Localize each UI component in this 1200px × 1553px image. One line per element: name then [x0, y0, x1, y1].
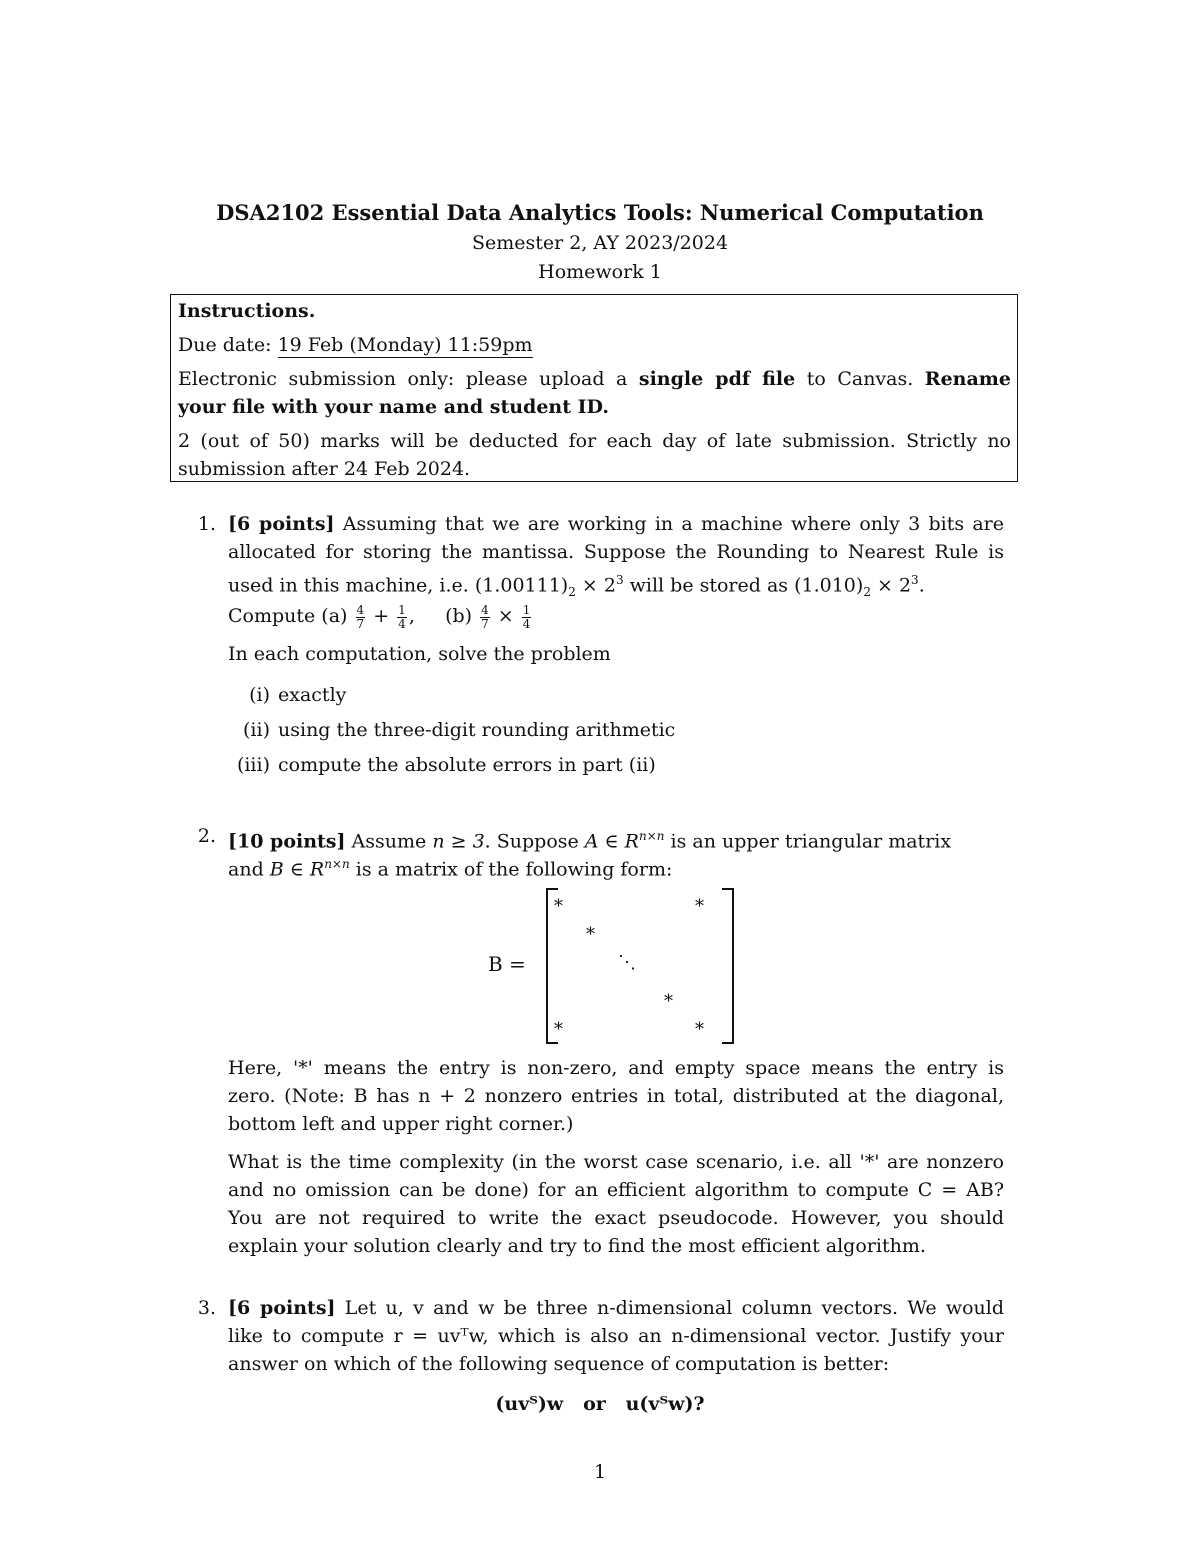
- q2-para1-line: Here, '*' means the entry is non-zero, and empty space means the entry is: [228, 1057, 1004, 1079]
- matrix-entry: *: [586, 924, 595, 945]
- matrix-label: B =: [488, 952, 526, 976]
- question-1-line-3: used in this machine, i.e. $(1.00111)_2 \times 2^3$ will be stored as $(1.010)_2 \times 2^3$.: [228, 573, 925, 600]
- q2-para2-line: You are not required to write the exact pseudocode. However, you should: [228, 1207, 1004, 1229]
- matrix-ddots: ⋱: [618, 952, 636, 973]
- submission-line-1: Electronic submission only: please upload a single pdf file to Canvas. Rename: [178, 368, 1011, 390]
- question-1-compute: Compute (a) $\frac{4}{7}$ + $\frac{1}{4}$ , (b) $\frac{4}{7}$ × $\frac{1}{4}$: [228, 602, 531, 631]
- page-number: 1: [593, 1461, 607, 1483]
- question-3-number: 3.: [197, 1297, 216, 1319]
- semester-line: Semester 2, AY 2023/2024: [471, 232, 729, 254]
- late-policy-line-1: 2 (out of 50) marks will be deducted for each day of late submission. Strictly no: [178, 430, 1011, 452]
- question-3-line-2: like to compute r = uvᵀw, which is also an n-dimensional vector. Justify your: [228, 1325, 1004, 1347]
- q2-para1-line: zero. (Note: B has n + 2 nonzero entries in total, distributed at the diagonal,: [228, 1085, 1004, 1107]
- due-date-value: 19 Feb (Monday) 11:59pm: [277, 334, 533, 356]
- matrix-entry: *: [554, 1019, 563, 1040]
- q2-para2-line: and no omission can be done) for an efficient algorithm to compute C = AB?: [228, 1179, 1004, 1201]
- question-1-number: 1.: [197, 513, 216, 535]
- instructions-heading: Instructions.: [178, 300, 316, 322]
- question-1-solve-line: In each computation, solve the problem: [228, 643, 611, 665]
- q2-para2-line: What is the time complexity (in the worst case scenario, i.e. all '*' are nonzero: [228, 1151, 1004, 1173]
- late-policy-line-2: submission after 24 Feb 2024.: [178, 458, 471, 480]
- matrix-entry: *: [664, 991, 673, 1012]
- instructions-box: [170, 294, 1018, 482]
- question-2-number: 2.: [197, 825, 216, 847]
- submission-line-2: your file with your name and student ID.: [178, 396, 609, 418]
- question-3-line-1: [6 points] Let u, v and w be three n-dimensional column vectors. We would: [228, 1297, 1005, 1319]
- question-1-line-2: allocated for storing the mantissa. Suppose the Rounding to Nearest Rule is: [228, 541, 1004, 563]
- course-title: DSA2102 Essential Data Analytics Tools: Numerical Computation: [216, 200, 984, 225]
- right-bracket: [722, 888, 734, 1044]
- matrix-entry: *: [554, 896, 563, 917]
- due-date-label: Due date:: [178, 334, 272, 356]
- sublist-item: (ii) using the three-digit rounding arithmetic: [243, 719, 676, 741]
- matrix-entry: *: [695, 896, 704, 917]
- fraction-4-7: $\frac{4}{7}$: [356, 602, 365, 631]
- question-2-line-2: and B ∈ $R^{n\times n}$ is a matrix of the following form:: [228, 857, 673, 881]
- q2-para2-line: explain your solution clearly and try to find the most efficient algorithm.: [228, 1235, 926, 1257]
- question-2-line-1: [10 points] Assume n ≥ 3. Suppose A ∈ $R^{n\times n}$ is an upper triangular matrix: [228, 829, 952, 853]
- fraction-1-4-b: $\frac{1}{4}$: [522, 602, 531, 631]
- question-3-formula: (uvᵀ)w or u(vᵀw)?: [495, 1393, 705, 1415]
- homework-label: Homework 1: [538, 261, 662, 283]
- question-1-line-1: [6 points] Assuming that we are working in a machine where only 3 bits are: [228, 513, 1005, 535]
- fraction-4-7-b: $\frac{4}{7}$: [481, 602, 489, 631]
- question-3-line-3: answer on which of the following sequence of computation is better:: [228, 1353, 890, 1375]
- fraction-1-4: $\frac{1}{4}$: [398, 602, 406, 631]
- matrix-b: [488, 888, 748, 1048]
- sublist-item: (i) exactly: [249, 684, 347, 706]
- q2-para1-line: bottom left and upper right corner.): [228, 1113, 574, 1135]
- sublist-item: (iii) compute the absolute errors in part (ii): [236, 754, 656, 776]
- matrix-entry: *: [695, 1019, 704, 1040]
